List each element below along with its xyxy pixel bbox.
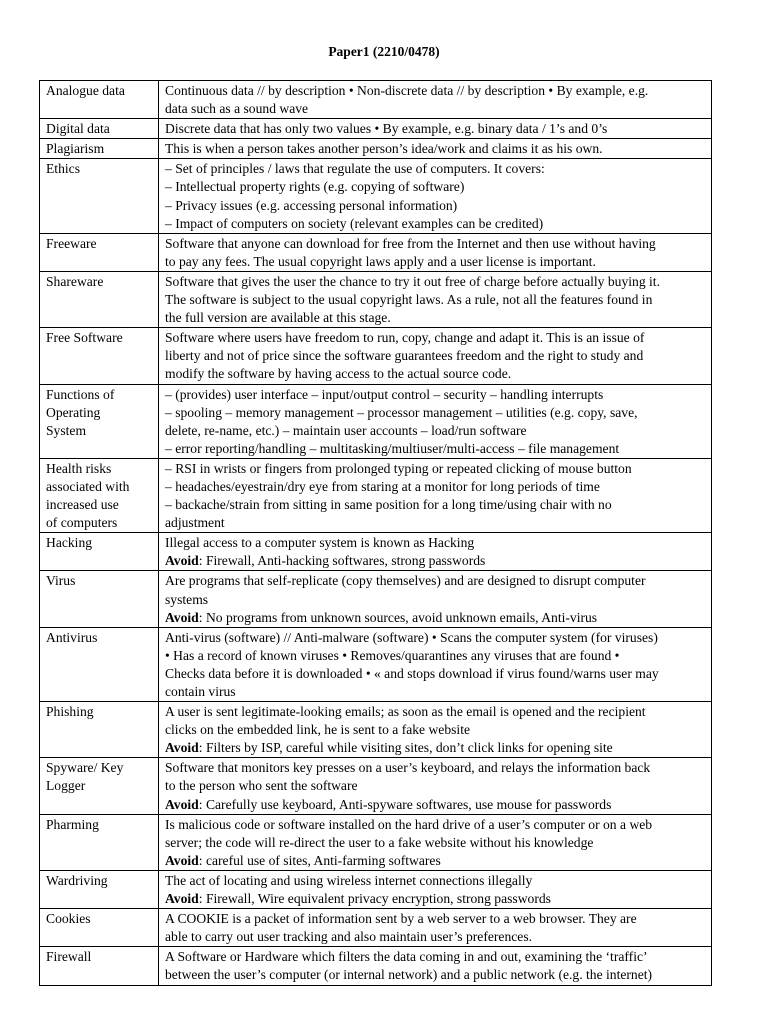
definition-text: • Has a record of known viruses • Removes/quarantines any viruses that are found • xyxy=(165,647,620,663)
term-cell xyxy=(40,702,159,758)
term-cell xyxy=(40,909,159,947)
avoid-text: Carefully use keyboard, Anti-spyware softwares, use mouse for passwords xyxy=(205,796,612,812)
term-text: Pharming xyxy=(46,816,99,832)
definition-cell xyxy=(159,814,712,870)
definition-cell xyxy=(159,139,712,159)
term-cell xyxy=(40,159,159,233)
definition-text: A Software or Hardware which filters the data coming in and out, examining the ‘traffic’ xyxy=(165,949,648,965)
definition-text: liberty and not of price since the software guarantees freedom and the right to study and xyxy=(165,348,644,364)
avoid-line: Avoid: Carefully use keyboard, Anti-spyware softwares, use mouse for passwords xyxy=(165,796,612,812)
definition-text: to pay any fees. The usual copyright laws apply and a user license is important. xyxy=(165,253,596,269)
term-text: System xyxy=(46,422,87,438)
term-cell xyxy=(40,139,159,159)
table-row xyxy=(40,627,712,701)
term-text: Free Software xyxy=(46,330,123,346)
avoid-line: Avoid: Firewall, Wire equivalent privacy encryption, strong passwords xyxy=(165,891,551,907)
definition-text: – RSI in wrists or fingers from prolonged typing or repeated clicking of mouse button xyxy=(165,460,632,476)
table-row xyxy=(40,870,712,908)
term-text: associated with xyxy=(46,478,130,494)
table-row xyxy=(40,758,712,814)
definition-text: – headaches/eyestrain/dry eye from staring at a monitor for long periods of time xyxy=(165,478,600,494)
term-text: Freeware xyxy=(46,235,97,251)
term-text: Hacking xyxy=(46,535,93,551)
term-text: Logger xyxy=(46,778,86,794)
avoid-text: No programs from unknown sources, avoid unknown emails, Anti-virus xyxy=(205,609,598,625)
term-text: Plagiarism xyxy=(46,141,105,157)
table-row xyxy=(40,702,712,758)
definition-cell xyxy=(159,271,712,327)
avoid-label: Avoid xyxy=(165,796,199,812)
definition-cell xyxy=(159,909,712,947)
term-text: Spyware/ Key xyxy=(46,760,124,776)
term-text: Cookies xyxy=(46,911,91,927)
definition-text: The act of locating and using wireless internet connections illegally xyxy=(165,872,533,888)
table-row xyxy=(40,571,712,627)
avoid-line: Avoid: Firewall, Anti-hacking softwares, strong passwords xyxy=(165,553,486,569)
table-row xyxy=(40,271,712,327)
definition-text: This is when a person takes another person’s idea/work and claims it as his own. xyxy=(165,141,603,157)
definition-text: – backache/strain from sitting in same position for a long time/using chair with no xyxy=(165,497,612,513)
definition-text: – Intellectual property rights (e.g. copying of software) xyxy=(165,179,465,195)
avoid-label: Avoid xyxy=(165,553,199,569)
avoid-label: Avoid xyxy=(165,740,199,756)
definition-text: – error reporting/handling – multitasking/multiuser/multi-access – file management xyxy=(165,440,620,456)
definition-text: A COOKIE is a packet of information sent by a web server to a web browser. They are xyxy=(165,911,637,927)
definition-text: data such as a sound wave xyxy=(165,101,309,117)
term-cell xyxy=(40,271,159,327)
term-cell xyxy=(40,81,159,119)
term-cell xyxy=(40,533,159,571)
table-row xyxy=(40,81,712,119)
definition-text: systems xyxy=(165,591,209,607)
term-text: Shareware xyxy=(46,273,104,289)
definition-text: – Impact of computers on society (relevant examples can be credited) xyxy=(165,215,544,231)
definition-text: clicks on the embedded link, he is sent to a fake website xyxy=(165,722,471,738)
definition-cell xyxy=(159,870,712,908)
definition-text: delete, re-name, etc.) – maintain user accounts – load/run software xyxy=(165,422,527,438)
table-row xyxy=(40,947,712,985)
term-cell xyxy=(40,947,159,985)
avoid-text: Filters by ISP, careful while visiting sites, don’t click links for opening site xyxy=(205,740,613,756)
table-row xyxy=(40,458,712,532)
table-row xyxy=(40,139,712,159)
term-cell xyxy=(40,458,159,532)
definition-text: modify the software by having access to the actual source code. xyxy=(165,366,512,382)
term-text: Analogue data xyxy=(46,83,125,98)
avoid-label: Avoid xyxy=(165,609,199,625)
table-row xyxy=(40,119,712,139)
definition-cell xyxy=(159,233,712,271)
avoid-text: Firewall, Wire equivalent privacy encryption, strong passwords xyxy=(205,891,551,907)
table-row xyxy=(40,909,712,947)
term-cell xyxy=(40,384,159,458)
term-text: Health risks xyxy=(46,460,112,476)
definition-text: – (provides) user interface – input/output control – security – handling interrupts xyxy=(165,386,604,402)
term-cell xyxy=(40,870,159,908)
definition-cell xyxy=(159,947,712,985)
avoid-label: Avoid xyxy=(165,852,199,868)
document-title: Paper1 (2210/0478) xyxy=(328,44,440,59)
term-cell xyxy=(40,571,159,627)
term-cell xyxy=(40,328,159,384)
term-text: Wardriving xyxy=(46,872,108,888)
term-text: Antivirus xyxy=(46,629,98,645)
definition-text: Software that gives the user the chance to try it out free of charge before actually buying it. xyxy=(165,273,660,289)
table-row xyxy=(40,328,712,384)
definition-cell xyxy=(159,328,712,384)
term-text: Phishing xyxy=(46,704,94,720)
definition-text: Software that monitors key presses on a user’s keyboard, and relays the information back xyxy=(165,760,651,776)
definition-cell xyxy=(159,571,712,627)
table-row xyxy=(40,159,712,233)
definition-text: – spooling – memory management – processor management – utilities (e.g. copy, save, xyxy=(165,404,638,420)
definition-cell xyxy=(159,533,712,571)
table-row xyxy=(40,233,712,271)
definition-cell xyxy=(159,758,712,814)
term-text: Operating xyxy=(46,404,101,420)
definition-text: Anti-virus (software) // Anti-malware (software) • Scans the computer system (for viruses) xyxy=(165,629,658,645)
avoid-line: Avoid: careful use of sites, Anti-farming softwares xyxy=(165,852,441,868)
term-cell xyxy=(40,119,159,139)
glossary-table-body xyxy=(40,81,712,986)
avoid-text: careful use of sites, Anti-farming softwares xyxy=(205,852,441,868)
avoid-line: Avoid: Filters by ISP, careful while visiting sites, don’t click links for opening site xyxy=(165,740,613,756)
avoid-text: Firewall, Anti-hacking softwares, strong passwords xyxy=(205,553,486,569)
definition-text: – Privacy issues (e.g. accessing personal information) xyxy=(165,197,458,213)
table-row xyxy=(40,384,712,458)
definition-text: Continuous data // by description • Non-discrete data // by description • By example, e.g. xyxy=(165,83,649,98)
term-text: Ethics xyxy=(46,161,80,177)
definition-text: adjustment xyxy=(165,515,225,531)
definition-text: Is malicious code or software installed on the hard drive of a user’s computer or on a web xyxy=(165,816,653,832)
definition-text: between the user’s computer (or internal network) and a public network (e.g. the internet) xyxy=(165,967,653,983)
definition-cell xyxy=(159,159,712,233)
definition-text: contain virus xyxy=(165,684,236,699)
table-row xyxy=(40,814,712,870)
definition-text: Are programs that self-replicate (copy themselves) and are designed to disrupt computer xyxy=(165,573,646,589)
definition-text: Software where users have freedom to run, copy, change and adapt it. This is an issue of xyxy=(165,330,645,346)
term-text: Virus xyxy=(46,573,76,589)
glossary-table xyxy=(39,80,712,986)
definition-text: Discrete data that has only two values • By example, e.g. binary data / 1’s and 0’s xyxy=(165,121,608,137)
definition-cell xyxy=(159,119,712,139)
definition-text: Illegal access to a computer system is known as Hacking xyxy=(165,535,475,551)
definition-text: server; the code will re-direct the user to a fake website without his knowledge xyxy=(165,834,594,850)
term-cell xyxy=(40,627,159,701)
term-text: increased use xyxy=(46,497,119,513)
term-text: Firewall xyxy=(46,949,92,965)
definition-text: Software that anyone can download for free from the Internet and then use without having xyxy=(165,235,656,251)
term-text: Functions of xyxy=(46,386,115,402)
definition-text: the full version are available at this stage. xyxy=(165,310,391,326)
definition-cell xyxy=(159,81,712,119)
definition-text: The software is subject to the usual copyright laws. As a rule, not all the features found in xyxy=(165,292,653,308)
definition-cell xyxy=(159,627,712,701)
table-row xyxy=(40,533,712,571)
definition-text: to the person who sent the software xyxy=(165,778,358,794)
term-cell xyxy=(40,233,159,271)
definition-cell xyxy=(159,458,712,532)
avoid-line: Avoid: No programs from unknown sources, avoid unknown emails, Anti-virus xyxy=(165,609,598,625)
definition-text: A user is sent legitimate-looking emails; as soon as the email is opened and the recipient xyxy=(165,704,646,720)
term-cell xyxy=(40,758,159,814)
definition-text: Checks data before it is downloaded • « and stops download if virus found/warns user may xyxy=(165,665,659,681)
term-text: Digital data xyxy=(46,121,110,137)
term-cell xyxy=(40,814,159,870)
definition-text: able to carry out user tracking and also maintain user’s preferences. xyxy=(165,929,533,945)
term-text: of computers xyxy=(46,515,118,531)
definition-cell xyxy=(159,702,712,758)
avoid-label: Avoid xyxy=(165,891,199,907)
definition-text: – Set of principles / laws that regulate the use of computers. It covers: xyxy=(165,161,545,177)
definition-cell xyxy=(159,384,712,458)
